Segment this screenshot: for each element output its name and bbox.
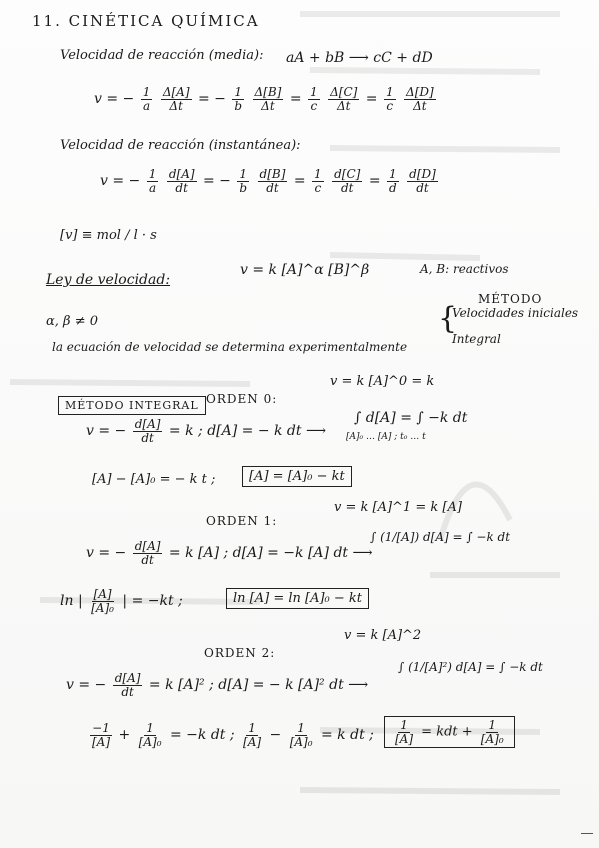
metodo-integral-box: MÉTODO INTEGRAL <box>58 396 206 415</box>
experimental-sentence: la ecuación de velocidad se determina experimentalmente <box>52 340 408 354</box>
orden0-line2: [A] − [A]₀ = − k t ; <box>92 472 216 487</box>
metodo-heading: MÉTODO <box>478 292 543 306</box>
fraction: $\frac{1}{\text{[A]₀}}$ <box>480 718 504 746</box>
orden0-result: [A] = [A]₀ − kt <box>242 466 352 487</box>
brace-icon: { <box>438 301 458 336</box>
media-label: Velocidad de reacción (media): <box>60 48 264 63</box>
fraction: $\frac{\Delta[A]}{\Delta t}$ <box>162 85 190 113</box>
law-orden2: v = k [A]^2 <box>344 628 422 643</box>
law-orden0: v = k [A]^0 = k <box>330 374 435 389</box>
orden2-heading: ORDEN 2: <box>204 646 276 660</box>
reactivos-note: A, B: reactivos <box>420 262 509 276</box>
section-heading: 11. CINÉTICA QUÍMICA <box>32 12 260 30</box>
fraction: $\frac{1}{a}$ <box>148 167 157 195</box>
orden1-result: ln [A] = ln [A]₀ − kt <box>226 588 369 609</box>
orden1-line2: ln | $\frac{[A]}{\text{[A]₀}}$ | = −kt ; <box>60 587 183 615</box>
fraction: $\frac{d[A]}{dt}$ <box>134 417 161 445</box>
law-orden1: v = k [A]^1 = k [A] <box>334 500 462 515</box>
fraction: $\frac{-1}{[A]}$ <box>92 721 111 749</box>
fraction: $\frac{d[D]}{dt}$ <box>409 167 436 195</box>
fraction: $\frac{1}{d}$ <box>389 167 397 195</box>
fraction: $\frac{\Delta[C]}{\Delta t}$ <box>330 85 358 113</box>
alpha-beta-note: α, β ≠ 0 <box>46 314 98 329</box>
fraction: $\frac{1}{[A]}$ <box>395 718 414 746</box>
fraction: $\frac{d[B]}{dt}$ <box>259 167 286 195</box>
fraction: $\frac{\Delta[D]}{\Delta t}$ <box>406 85 434 113</box>
instantanea-label: Velocidad de reacción (instantánea): <box>60 138 301 153</box>
page-edge-mark <box>581 833 593 834</box>
fraction: $\frac{1}{[A]}$ <box>243 721 262 749</box>
orden2-integral: ∫ (1/[A]²) d[A] = ∫ −k dt <box>398 660 543 674</box>
fraction: $\frac{1}{c}$ <box>385 85 394 113</box>
instant-rate-equation: v = − $\frac{1}{a}$ $\frac{d[A]}{dt}$ = − $\frac{1}{b}$ $\frac{d[B]}{dt}$ = $\frac{1}{c}$ $\frac{d[C]}{dt}$ = $\frac{1}{d}$ $\frac{d[D]}{dt}$ <box>100 167 436 195</box>
fraction: $\frac{1}{c}$ <box>314 167 322 195</box>
orden1-integral: ∫ (1/[A]) d[A] = ∫ −k dt <box>370 530 511 544</box>
fraction: $\frac{d[A]}{dt}$ <box>114 671 141 699</box>
fraction: $\frac{d[A]}{dt}$ <box>168 167 195 195</box>
orden0-integral: ∫ d[A] = ∫ −k dt <box>354 410 468 426</box>
fraction: $\frac{1}{\text{[A]₀}}$ <box>289 721 313 749</box>
rate-law: v = k [A]^α [B]^β <box>240 262 370 278</box>
option-velocidades: Velocidades iniciales <box>452 306 579 320</box>
fraction: $\frac{\Delta[B]}{\Delta t}$ <box>254 85 282 113</box>
v-symbol: v = − <box>94 91 135 108</box>
media-rate-equation: v = − $\frac{1}{a}$ $\frac{\Delta[A]}{\Delta t}$ = − $\frac{1}{b}$ $\frac{\Delta[B]}{\Delta t}$ = $\frac{1}{c}$ $\frac{\Delta[C]}{\Delta t}$ = $\frac{1}{c}$ $\frac{\Delta[D]}{\Delta t}$ <box>94 85 434 113</box>
orden0-limits: [A]₀ … [A] ; t₀ … t <box>346 432 426 442</box>
orden1-line1: v = − $\frac{d[A]}{dt}$ = k [A] ; d[A] = −k [A] dt ⟶ <box>86 539 373 567</box>
orden0-line1: v = − $\frac{d[A]}{dt}$ = k ; d[A] = − k dt ⟶ <box>86 417 327 445</box>
fraction: $\frac{1}{b}$ <box>239 167 248 195</box>
orden0-heading: ORDEN 0: <box>206 392 278 406</box>
fraction: $\frac{1}{a}$ <box>142 85 151 113</box>
fraction: $\frac{1}{c}$ <box>310 85 318 113</box>
fraction: $\frac{1}{\text{[A]₀}}$ <box>138 721 162 749</box>
option-integral: Integral <box>452 332 501 346</box>
ley-label: Ley de velocidad: <box>46 272 171 288</box>
fraction: $\frac{d[A]}{dt}$ <box>134 539 161 567</box>
orden1-heading: ORDEN 1: <box>206 514 278 528</box>
orden2-result: $\frac{1}{[A]}$ = kdt + $\frac{1}{\text{[A]₀}}$ <box>384 716 515 748</box>
orden2-line2: $\frac{-1}{[A]}$ + $\frac{1}{\text{[A]₀}}$ = −k dt ; $\frac{1}{[A]}$ − $\frac{1}{\text{[A]₀}}$ = k dt ; <box>92 721 374 749</box>
fraction: $\frac{[A]}{\text{[A]₀}}$ <box>91 587 114 615</box>
reaction-equation: aA + bB ⟶ cC + dD <box>286 50 433 66</box>
orden2-line1: v = − $\frac{d[A]}{dt}$ = k [A]² ; d[A] = − k [A]² dt ⟶ <box>66 671 369 699</box>
fraction: $\frac{d[C]}{dt}$ <box>334 167 361 195</box>
units-line: [v] ≡ mol / l · s <box>60 228 157 243</box>
fraction: $\frac{1}{b}$ <box>234 85 243 113</box>
